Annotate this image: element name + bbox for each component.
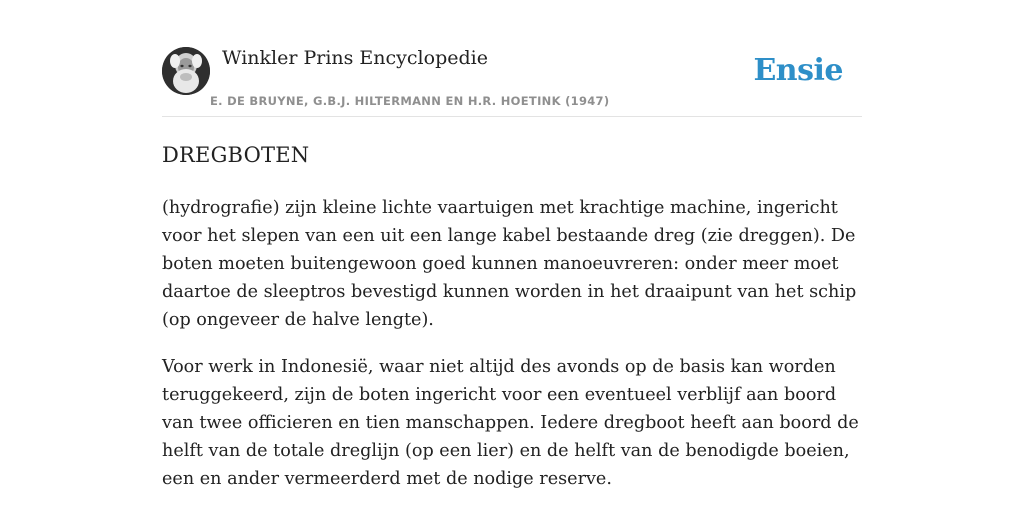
source-header [162,46,862,117]
portrait-illustration [162,47,210,95]
article [162,140,862,512]
source-title[interactable]: Winkler Prins Encyclopedie [222,47,488,69]
source-authors: E. DE BRUYNE, G.B.J. HILTERMANN EN H.R. HOETINK (1947) [210,94,610,108]
brand-logo[interactable]: Ensie [753,53,843,88]
article-paragraph: (hydrografie) zijn kleine lichte vaartuigen met krachtige machine, ingericht voor het slepen van een uit een lange kabel bestaande dreg (zie dreggen). De boten moeten buitengewoon goed kunnen manoeuvreren: onder meer moet daartoe de sleeptros bevestigd kunnen worden in het draaipunt van het schip (op ongeveer de halve lengte). [162,198,857,330]
portrait-avatar-icon[interactable] [162,47,210,95]
article-title: DREGBOTEN [162,143,310,167]
article-paragraph: Voor werk in Indonesië, waar niet altijd des avonds op de basis kan worden teruggekeerd, zijn de boten ingericht voor een eventueel verblijf aan boord van twee officieren en tien manschappen. Iedere dregboot heeft aan boord de helft van de totale dreglijn (op een lier) en de helft van de benodigde boeien, een en ander vermeerderd met de nodige reserve. [162,357,859,489]
